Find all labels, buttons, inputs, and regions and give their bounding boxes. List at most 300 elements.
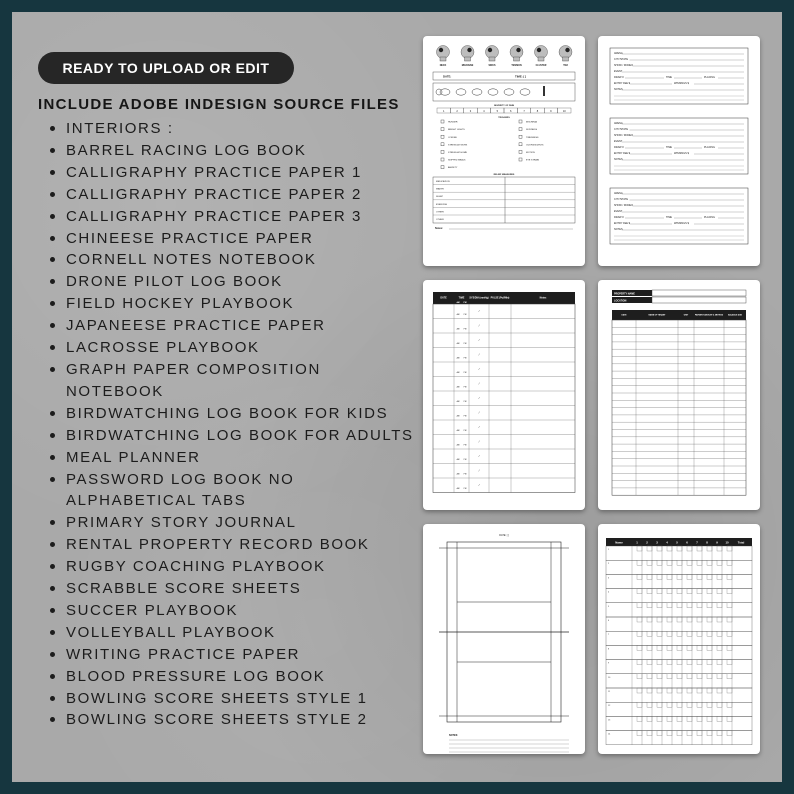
pm-option: PM bbox=[463, 444, 467, 447]
ball-box bbox=[667, 716, 672, 721]
column-header: 6 bbox=[686, 540, 688, 545]
ball-box bbox=[717, 688, 722, 693]
scale-number: 7 bbox=[523, 110, 525, 113]
field-label: DRAW # bbox=[614, 216, 624, 219]
list-item: CALLIGRAPHY PRACTICE PAPER 3 bbox=[48, 206, 418, 228]
scale-number: 1 bbox=[442, 110, 445, 113]
row-number: 8 bbox=[608, 648, 610, 651]
score-row bbox=[606, 546, 752, 560]
ball-box bbox=[707, 702, 712, 707]
list-item: WRITING PRACTICE PAPER bbox=[48, 644, 418, 666]
slash-mark: / bbox=[478, 323, 480, 328]
ball-box bbox=[637, 603, 642, 608]
ball-box bbox=[657, 660, 662, 665]
list-item: SCRABBLE SCORE SHEETS bbox=[48, 578, 418, 600]
relief-item: EXERCISE bbox=[436, 203, 448, 206]
weather-icon bbox=[472, 89, 482, 95]
ball-box bbox=[717, 603, 722, 608]
ball-box bbox=[717, 731, 722, 736]
am-option: AM bbox=[456, 328, 460, 331]
ball-box bbox=[717, 645, 722, 650]
ball-box bbox=[687, 631, 692, 636]
ball-box bbox=[657, 702, 662, 707]
score-row bbox=[606, 617, 752, 631]
header-bar bbox=[606, 538, 752, 546]
ball-box bbox=[687, 674, 692, 679]
ball-box bbox=[647, 574, 652, 579]
notes-label: NOTES: bbox=[449, 734, 459, 737]
score-row bbox=[606, 688, 752, 702]
column-header: 4 bbox=[666, 540, 668, 545]
ball-box bbox=[657, 645, 662, 650]
ball-box bbox=[637, 574, 642, 579]
ball-box bbox=[667, 617, 672, 622]
field-label: SHOW / RODEO bbox=[614, 204, 634, 207]
am-header: AM bbox=[456, 302, 460, 304]
field-label: NOTES bbox=[614, 88, 623, 91]
pm-option: PM bbox=[463, 459, 467, 461]
ball-box bbox=[697, 674, 702, 679]
ball-box bbox=[657, 731, 662, 736]
checkbox bbox=[519, 150, 522, 153]
ball-box bbox=[707, 660, 712, 665]
head-icon bbox=[559, 46, 572, 59]
am-option: AM bbox=[456, 430, 460, 432]
field-label: CITY/STATE bbox=[614, 128, 629, 131]
pm-option: PM bbox=[463, 328, 467, 331]
entry-block bbox=[610, 118, 748, 174]
field-label: ARENA bbox=[614, 122, 623, 125]
am-option: AM bbox=[456, 401, 460, 403]
list-item: FIELD HOCKEY PLAYBOOK bbox=[48, 293, 418, 315]
ball-box bbox=[727, 617, 732, 622]
score-row bbox=[606, 702, 752, 716]
row-number: 4 bbox=[608, 591, 610, 594]
ball-box bbox=[667, 574, 672, 579]
field-label: CITY/STATE bbox=[614, 198, 629, 201]
column-header: 5 bbox=[676, 540, 678, 545]
column-header: 9 bbox=[716, 540, 718, 545]
checkbox bbox=[519, 143, 522, 146]
ball-box bbox=[687, 660, 692, 665]
ball-box bbox=[677, 674, 682, 679]
ball-box bbox=[697, 660, 702, 665]
head-label: SINUS bbox=[488, 65, 496, 67]
column-header: 7 bbox=[696, 540, 698, 545]
column-header: 8 bbox=[706, 540, 708, 545]
trigger-item: BRIGHT LIGHTS bbox=[448, 129, 465, 132]
pm-option: PM bbox=[463, 314, 467, 316]
ball-box bbox=[637, 660, 642, 665]
concrete-background bbox=[12, 12, 782, 782]
trigger-item: TIREDNESS bbox=[526, 136, 539, 139]
field-label: ENTRY FEE $ bbox=[614, 152, 631, 155]
location-label: LOCATION bbox=[614, 299, 627, 303]
ball-box bbox=[677, 631, 682, 636]
ball-box bbox=[667, 603, 672, 608]
checkbox bbox=[441, 158, 444, 161]
ball-box bbox=[707, 546, 712, 551]
list-item: PRIMARY STORY JOURNAL bbox=[48, 512, 418, 534]
ball-box bbox=[637, 546, 642, 551]
column-header: Name bbox=[615, 540, 623, 545]
am-option: AM bbox=[456, 343, 460, 345]
field-label: CITY/STATE bbox=[614, 58, 629, 61]
ball-box bbox=[707, 574, 712, 579]
am-option: AM bbox=[456, 357, 460, 360]
ball-box bbox=[677, 688, 682, 693]
scale-number: 3 bbox=[469, 110, 472, 113]
column-header: 3 bbox=[656, 540, 658, 545]
head-label: NECK bbox=[439, 65, 447, 67]
ball-box bbox=[647, 702, 652, 707]
neck-icon bbox=[440, 57, 446, 61]
am-option: AM bbox=[456, 488, 460, 490]
triggers-label: TRIGGERS bbox=[498, 117, 510, 119]
ball-box bbox=[667, 560, 672, 565]
ball-box bbox=[647, 589, 652, 594]
row-number: 5 bbox=[608, 605, 610, 608]
date-label: DATE: [ ] bbox=[499, 534, 509, 537]
am-option: AM bbox=[456, 415, 460, 418]
ball-box bbox=[637, 674, 642, 679]
slash-mark: / bbox=[478, 410, 480, 415]
ball-box bbox=[697, 546, 702, 551]
score-row bbox=[606, 645, 752, 659]
ball-box bbox=[727, 645, 732, 650]
pain-spot-icon bbox=[488, 48, 492, 52]
row-number: 13 bbox=[608, 719, 611, 722]
ball-box bbox=[647, 688, 652, 693]
relief-item: OTHER bbox=[436, 219, 444, 221]
row-number: 3 bbox=[608, 577, 610, 580]
ball-box bbox=[707, 716, 712, 721]
slash-mark: / bbox=[478, 396, 480, 400]
ball-box bbox=[647, 617, 652, 622]
slash-mark: / bbox=[478, 367, 480, 371]
head-icon bbox=[437, 46, 450, 59]
score-row bbox=[606, 674, 752, 688]
neck-icon bbox=[465, 57, 471, 61]
score-row bbox=[606, 574, 752, 588]
ball-box bbox=[707, 617, 712, 622]
ball-box bbox=[677, 560, 682, 565]
pain-spot-icon bbox=[565, 48, 569, 52]
checkbox bbox=[519, 135, 522, 138]
weather-icon bbox=[488, 89, 498, 95]
field-label: PLACING bbox=[704, 146, 715, 149]
ball-box bbox=[687, 546, 692, 551]
ball-box bbox=[637, 716, 642, 721]
ball-box bbox=[687, 688, 692, 693]
ball-box bbox=[707, 674, 712, 679]
am-option: AM bbox=[456, 386, 460, 389]
column-header: PULSE (Pul/Min) bbox=[490, 296, 510, 300]
entry-block bbox=[610, 48, 748, 104]
ball-box bbox=[667, 702, 672, 707]
list-item: MEAL PLANNER bbox=[48, 447, 418, 469]
head-icon bbox=[486, 46, 499, 59]
ball-box bbox=[677, 574, 682, 579]
field-label: TIME bbox=[666, 146, 672, 149]
ball-box bbox=[717, 560, 722, 565]
field-label: ARENA bbox=[614, 52, 623, 55]
ball-box bbox=[677, 702, 682, 707]
ball-box bbox=[697, 589, 702, 594]
ball-box bbox=[637, 688, 642, 693]
ball-box bbox=[667, 645, 672, 650]
pm-option: PM bbox=[463, 488, 467, 490]
field-label: NOTES bbox=[614, 158, 623, 161]
am-option: AM bbox=[456, 372, 460, 374]
row-number: 6 bbox=[608, 620, 610, 622]
ball-box bbox=[717, 589, 722, 594]
head-label: TENSION bbox=[511, 65, 522, 67]
list-item: CALLIGRAPHY PRACTICE PAPER 1 bbox=[48, 162, 418, 184]
row-number: 9 bbox=[608, 662, 610, 665]
am-option: AM bbox=[456, 473, 460, 476]
ball-box bbox=[717, 702, 722, 707]
trigger-item: HUNGER bbox=[448, 121, 458, 124]
list-item: GRAPH PAPER COMPOSITION NOTEBOOK bbox=[48, 359, 418, 403]
column-header: Total bbox=[737, 540, 745, 545]
neck-icon bbox=[538, 57, 544, 61]
am-option: AM bbox=[456, 459, 460, 461]
pm-option: PM bbox=[463, 473, 467, 476]
relief-item: WATER bbox=[436, 188, 444, 191]
preview-barrel-racing-log bbox=[598, 36, 760, 266]
table-frame bbox=[433, 304, 575, 493]
ball-box bbox=[697, 645, 702, 650]
neck-icon bbox=[563, 57, 569, 61]
trigger-item: MOTION bbox=[526, 152, 535, 154]
field-label: TIME bbox=[666, 76, 672, 79]
ball-box bbox=[677, 546, 682, 551]
preview-bowling-score-sheet bbox=[598, 524, 760, 754]
relief-box bbox=[433, 177, 575, 223]
row-number: 11 bbox=[608, 691, 611, 693]
ball-box bbox=[647, 660, 652, 665]
column-header: 10 bbox=[725, 540, 729, 545]
ball-box bbox=[657, 574, 662, 579]
slash-mark: / bbox=[478, 352, 480, 357]
field-label: EVENT bbox=[614, 210, 623, 213]
ball-box bbox=[647, 546, 652, 551]
head-label: TMJ bbox=[563, 65, 568, 67]
preview-rental-property-record bbox=[598, 280, 760, 510]
relief-item: SLEEP bbox=[436, 196, 444, 199]
pm-option: PM bbox=[463, 357, 467, 360]
trigger-item: EYE STRAIN bbox=[526, 159, 540, 162]
ball-box bbox=[667, 660, 672, 665]
ball-box bbox=[697, 716, 702, 721]
ball-box bbox=[697, 603, 702, 608]
ball-box bbox=[687, 574, 692, 579]
preview-court-playbook bbox=[423, 524, 585, 754]
pm-option: PM bbox=[463, 430, 467, 432]
column-header: SYS/DIA (mmHg) bbox=[469, 296, 489, 300]
field-label: DRAW # bbox=[614, 76, 624, 79]
trigger-item: STRESS AT HOME bbox=[448, 152, 468, 154]
ready-badge bbox=[38, 52, 294, 84]
ball-box bbox=[647, 674, 652, 679]
ball-box bbox=[637, 560, 642, 565]
notes-label: Notes: bbox=[435, 227, 444, 230]
head-label: CLUSTER bbox=[535, 65, 547, 67]
entry-block bbox=[610, 188, 748, 244]
ball-box bbox=[657, 617, 662, 622]
pain-spot-icon bbox=[439, 48, 443, 52]
list-item: RUGBY COACHING PLAYBOOK bbox=[48, 556, 418, 578]
pain-spot-icon bbox=[467, 48, 471, 52]
field-label: ENTRY FEE $ bbox=[614, 82, 631, 85]
preview-headache-log bbox=[423, 36, 585, 266]
checkbox bbox=[519, 158, 522, 161]
field-label: ARENA bbox=[614, 192, 623, 195]
field-label: WINNINGS $ bbox=[674, 152, 689, 155]
ball-box bbox=[707, 603, 712, 608]
include-heading: INCLUDE ADOBE INDESIGN SOURCE FILES bbox=[38, 96, 400, 113]
scale-number: 5 bbox=[496, 110, 499, 113]
pm-option: PM bbox=[463, 415, 467, 418]
checkbox bbox=[519, 128, 522, 131]
ball-box bbox=[727, 589, 732, 594]
row-number: 7 bbox=[608, 634, 610, 637]
checkbox bbox=[441, 166, 444, 169]
bp-log-svg bbox=[423, 280, 585, 510]
ball-box bbox=[697, 688, 702, 693]
ball-box bbox=[707, 645, 712, 650]
ball-box bbox=[717, 674, 722, 679]
ball-box bbox=[727, 660, 732, 665]
scale-number: 4 bbox=[483, 110, 485, 113]
interiors-list bbox=[48, 118, 418, 731]
head-label: MIGRAINE bbox=[461, 65, 474, 67]
pm-option: PM bbox=[463, 372, 467, 374]
row-number: 2 bbox=[608, 563, 610, 566]
weather-icon bbox=[456, 89, 466, 95]
barrel-log-svg bbox=[598, 36, 760, 266]
column-header: TIME bbox=[458, 296, 465, 300]
score-row bbox=[606, 731, 752, 745]
ball-box bbox=[647, 560, 652, 565]
ball-box bbox=[717, 617, 722, 622]
head-icon bbox=[510, 46, 523, 59]
ball-box bbox=[687, 589, 692, 594]
pain-spot-icon bbox=[516, 48, 520, 52]
ball-box bbox=[667, 631, 672, 636]
column-header: PAYMENT AMOUNT & METHOD bbox=[694, 314, 724, 317]
ball-box bbox=[707, 631, 712, 636]
scale-number: 2 bbox=[456, 110, 458, 113]
ball-box bbox=[727, 603, 732, 608]
ball-box bbox=[637, 589, 642, 594]
ball-box bbox=[687, 731, 692, 736]
property-name-field bbox=[652, 290, 746, 296]
list-item: BOWLING SCORE SHEETS STYLE 1 bbox=[48, 688, 418, 710]
score-row bbox=[606, 603, 752, 617]
ball-box bbox=[647, 716, 652, 721]
ball-box bbox=[687, 603, 692, 608]
ball-box bbox=[637, 731, 642, 736]
bowling-sheet-svg bbox=[598, 524, 760, 754]
pm-option: PM bbox=[463, 401, 467, 403]
property-name-label: PROPERTY NAME bbox=[614, 292, 635, 296]
checkbox bbox=[441, 150, 444, 153]
date-label: DATE: bbox=[443, 74, 452, 79]
field-label: SHOW / RODEO bbox=[614, 134, 634, 137]
relief-item: OTHER bbox=[436, 211, 444, 214]
ball-box bbox=[727, 674, 732, 679]
scale-number: 9 bbox=[550, 110, 552, 113]
ball-box bbox=[707, 560, 712, 565]
field-label: WINNINGS $ bbox=[674, 222, 689, 225]
ball-box bbox=[687, 716, 692, 721]
field-label: TIME bbox=[666, 216, 672, 219]
row-number: 12 bbox=[608, 705, 611, 708]
ball-box bbox=[717, 660, 722, 665]
checkbox bbox=[441, 135, 444, 138]
column-header: 1 bbox=[636, 540, 638, 545]
trigger-item: ODORS/SCENTS bbox=[526, 144, 544, 147]
ball-box bbox=[697, 617, 702, 622]
ball-box bbox=[697, 731, 702, 736]
ball-box bbox=[657, 560, 662, 565]
scale-number: 6 bbox=[509, 110, 512, 113]
ball-box bbox=[637, 631, 642, 636]
slash-mark: / bbox=[478, 381, 480, 386]
pm-option: PM bbox=[463, 343, 467, 345]
trigger-item: ANXIETY bbox=[448, 167, 458, 170]
pm-option: PM bbox=[463, 386, 467, 389]
ball-box bbox=[707, 589, 712, 594]
field-label: ENTRY FEE $ bbox=[614, 222, 631, 225]
field-label: DRAW # bbox=[614, 146, 624, 149]
ball-box bbox=[657, 688, 662, 693]
weather-icon bbox=[440, 89, 450, 95]
weather-icon bbox=[504, 89, 514, 95]
list-item: CORNELL NOTES NOTEBOOK bbox=[48, 249, 418, 271]
ball-box bbox=[677, 617, 682, 622]
ball-box bbox=[677, 660, 682, 665]
slash-mark: / bbox=[478, 425, 480, 429]
rental-record-svg bbox=[598, 280, 760, 510]
row-number: 14 bbox=[608, 733, 611, 736]
thermometer-icon bbox=[543, 86, 545, 96]
list-item: CALLIGRAPHY PRACTICE PAPER 2 bbox=[48, 184, 418, 206]
ball-box bbox=[677, 603, 682, 608]
checkbox bbox=[441, 120, 444, 123]
ball-box bbox=[657, 631, 662, 636]
ball-box bbox=[697, 702, 702, 707]
ball-box bbox=[657, 674, 662, 679]
ball-box bbox=[687, 560, 692, 565]
list-item: VOLLEYBALL PLAYBOOK bbox=[48, 622, 418, 644]
list-item: DRONE PILOT LOG BOOK bbox=[48, 271, 418, 293]
ball-box bbox=[677, 731, 682, 736]
preview-blood-pressure-log bbox=[423, 280, 585, 510]
field-label: PLACING bbox=[704, 76, 715, 79]
column-header: BALANCE DUE bbox=[728, 314, 742, 317]
ball-box bbox=[667, 688, 672, 693]
list-item: CHINEESE PRACTICE PAPER bbox=[48, 228, 418, 250]
ball-box bbox=[667, 731, 672, 736]
trigger-item: COFFEE bbox=[448, 136, 457, 139]
list-item: INTERIORS : bbox=[48, 118, 418, 140]
field-label: WINNINGS $ bbox=[674, 82, 689, 85]
ball-box bbox=[697, 560, 702, 565]
ball-box bbox=[697, 631, 702, 636]
